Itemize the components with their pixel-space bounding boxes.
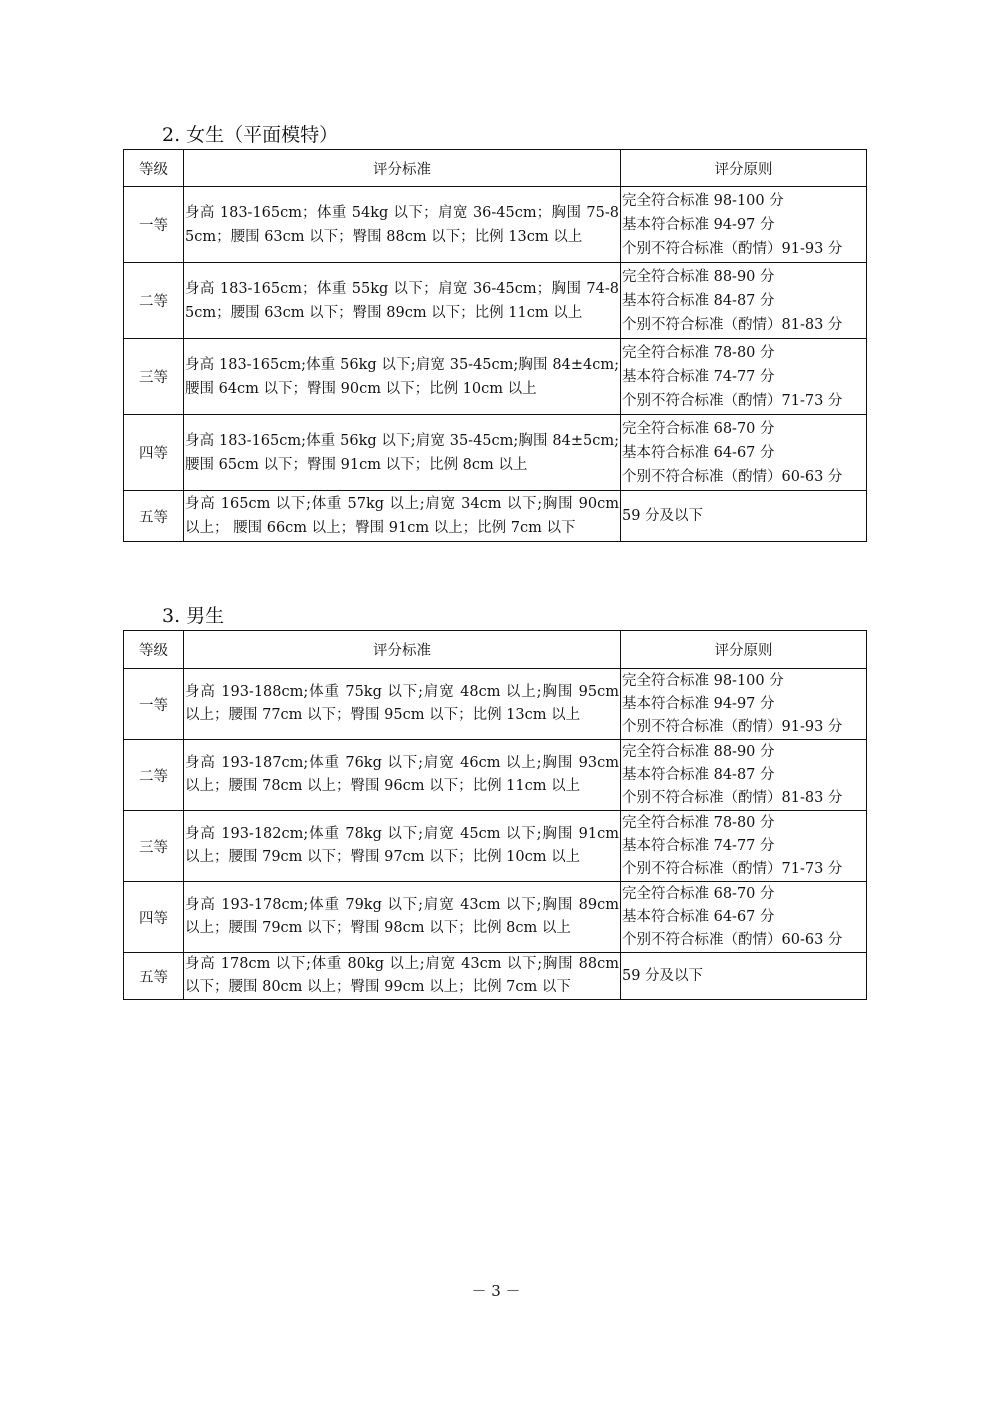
criteria-text: 身高 178cm 以下;体重 80kg 以上;肩宽 43cm 以下;胸围 88cm 以下；腰围 80cm 以上；臀围 99cm 以上；比例 7cm 以下 [185,956,619,995]
principle-line: 个别不符合标准（酌情）81-83 分 [622,316,843,333]
header-principle: 评分原则 [621,631,867,669]
header-criteria: 评分标准 [184,150,621,187]
principle-cell [621,811,867,882]
principle-line: 完全符合标准 68-70 分 [622,420,775,437]
principle-line: 基本符合标准 84-87 分 [622,292,775,309]
table-row [124,187,867,263]
page-number: － 3 － [471,1282,521,1300]
table-row [124,669,867,740]
header-criteria: 评分标准 [184,631,621,669]
principle-line: 个别不符合标准（酌情）71-73 分 [622,392,843,409]
criteria-text: 身高 193-182cm;体重 78kg 以下;肩宽 45cm 以下;胸围 91cm 以上；腰围 79cm 以下；臀围 97cm 以下；比例 10cm 以上 [185,826,619,865]
criteria-text: 身高 193-187cm;体重 76kg 以下;肩宽 46cm 以上;胸围 93cm 以上；腰围 78cm 以上；臀围 96cm 以下；比例 11cm 以上 [185,755,619,794]
grade-cell: 五等 [124,491,184,542]
principle-line: 基本符合标准 74-77 分 [622,368,775,385]
criteria-cell [184,669,621,740]
criteria-cell [184,339,621,415]
grade-cell: 五等 [124,953,184,1000]
grade-cell: 二等 [124,740,184,811]
criteria-cell [184,187,621,263]
principle-line: 基本符合标准 74-77 分 [622,837,775,854]
principle-cell [621,882,867,953]
header-principle: 评分原则 [621,150,867,187]
principle-cell [621,669,867,740]
section-title-female: 2. 女生（平面模特） [162,124,339,146]
table-row [124,263,867,339]
criteria-text: 身高 183-165cm;体重 56kg 以下;肩宽 35-45cm;胸围 84±4cm;腰围 64cm 以下；臀围 90cm 以下；比例 10cm 以上 [185,356,619,397]
table-header-row [124,150,867,187]
principle-cell [621,491,867,542]
principle-line: 个别不符合标准（酌情）91-93 分 [622,240,843,257]
criteria-cell [184,491,621,542]
principle-cell [621,953,867,1000]
principle-line: 个别不符合标准（酌情）60-63 分 [622,931,843,948]
principle-cell [621,263,867,339]
principle-line: 完全符合标准 88-90 分 [622,268,775,285]
grade-cell: 二等 [124,263,184,339]
section-title-male: 3. 男生 [162,605,225,627]
principle-line: 基本符合标准 94-97 分 [622,216,775,233]
criteria-text: 身高 183-165cm;体重 56kg 以下;肩宽 35-45cm;胸围 84±5cm;腰围 65cm 以下；臀围 91cm 以下；比例 8cm 以上 [185,432,619,473]
principle-line: 基本符合标准 84-87 分 [622,766,775,783]
principle-cell [621,339,867,415]
criteria-cell [184,811,621,882]
principle-line: 完全符合标准 78-80 分 [622,344,775,361]
criteria-cell [184,263,621,339]
principle-line: 基本符合标准 64-67 分 [622,908,775,925]
table-header-row [124,631,867,669]
header-grade: 等级 [124,150,184,187]
header-grade: 等级 [124,631,184,669]
criteria-text: 身高 165cm 以下;体重 57kg 以上;肩宽 34cm 以下;胸围 90cm 以上； 腰围 66cm 以上；臀围 91cm 以上；比例 7cm 以下 [185,496,619,536]
grading-table-male [123,630,867,1000]
criteria-cell [184,740,621,811]
principle-line: 完全符合标准 88-90 分 [622,743,775,760]
table-row [124,740,867,811]
criteria-text: 身高 183-165cm；体重 54kg 以下；肩宽 36-45cm；胸围 75-85cm；腰围 63cm 以下；臀围 88cm 以下；比例 13cm 以上 [185,204,619,245]
grade-cell: 四等 [124,882,184,953]
principle-cell [621,187,867,263]
principle-line: 59 分及以下 [622,967,704,984]
principle-line: 个别不符合标准（酌情）91-93 分 [622,718,843,735]
principle-line: 个别不符合标准（酌情）60-63 分 [622,468,843,485]
principle-line: 个别不符合标准（酌情）71-73 分 [622,860,843,877]
table-row [124,811,867,882]
principle-cell [621,415,867,491]
table-row [124,882,867,953]
principle-line: 基本符合标准 64-67 分 [622,444,775,461]
grading-table-female [123,149,867,542]
table-row [124,415,867,491]
principle-line: 个别不符合标准（酌情）81-83 分 [622,789,843,806]
grade-cell: 一等 [124,187,184,263]
criteria-cell [184,882,621,953]
grade-cell: 一等 [124,669,184,740]
principle-line: 完全符合标准 78-80 分 [622,814,775,831]
principle-line: 完全符合标准 98-100 分 [622,192,784,209]
criteria-cell [184,953,621,1000]
principle-line: 59 分及以下 [622,508,704,524]
criteria-text: 身高 183-165cm；体重 55kg 以下；肩宽 36-45cm；胸围 74-85cm；腰围 63cm 以下；臀围 89cm 以下；比例 11cm 以上 [185,280,619,321]
principle-line: 基本符合标准 94-97 分 [622,695,775,712]
principle-cell [621,740,867,811]
table-row [124,953,867,1000]
grade-cell: 三等 [124,339,184,415]
criteria-cell [184,415,621,491]
grade-cell: 四等 [124,415,184,491]
principle-line: 完全符合标准 68-70 分 [622,885,775,902]
table-row [124,339,867,415]
criteria-text: 身高 193-188cm;体重 75kg 以下;肩宽 48cm 以上;胸围 95cm 以上；腰围 77cm 以下；臀围 95cm 以下；比例 13cm 以上 [185,684,619,723]
principle-line: 完全符合标准 98-100 分 [622,672,784,689]
criteria-text: 身高 193-178cm;体重 79kg 以下;肩宽 43cm 以下;胸围 89cm 以上；腰围 79cm 以下；臀围 98cm 以下；比例 8cm 以上 [185,897,619,936]
grade-cell: 三等 [124,811,184,882]
table-row [124,491,867,542]
